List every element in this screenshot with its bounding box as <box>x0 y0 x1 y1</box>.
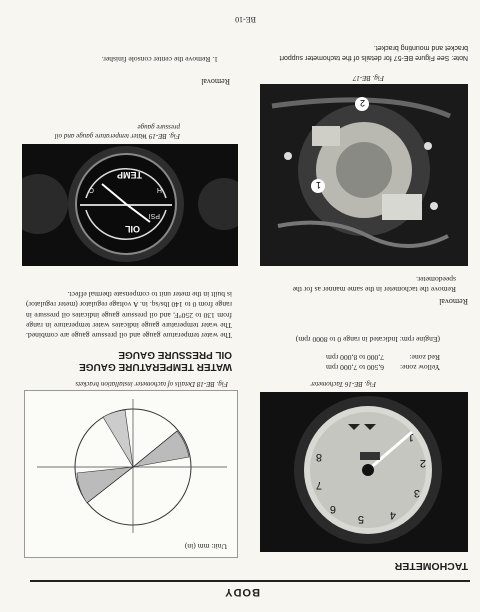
installation-diagram <box>24 390 238 558</box>
svg-text:3: 3 <box>413 487 420 499</box>
gauge-label-psi: PSI <box>148 212 160 219</box>
fig-be19-photo <box>22 144 238 266</box>
fig-be18-caption: Fig. BE-18 Details of tachometer installation brackets <box>75 380 228 388</box>
header-rule <box>30 580 470 582</box>
svg-text:7: 7 <box>315 479 322 491</box>
bracket-note: Note: See Figure BE-57 for details of the tachometer support bracket and mounting bracket. <box>279 43 468 61</box>
gauge-label-c: C <box>88 186 94 193</box>
fig-be17-caption: Fig. BE-17 <box>352 74 384 82</box>
page-number: BE-10 <box>235 15 256 24</box>
water-temp-heading: WATER TEMPERATURE GAUGE OIL PRESSURE GAUGE <box>79 349 232 372</box>
fig-be16-caption: Fig. BE-16 Tachometer <box>310 380 376 388</box>
svg-text:6: 6 <box>329 503 336 515</box>
removal-text-left: Remove the tachometer in the same manner as for the speedometer. <box>292 274 456 294</box>
unit-label: Unit: mm (in) <box>184 542 227 551</box>
zone-red: Red zone:7,000 to 8,000 rpm <box>325 352 440 362</box>
svg-text:4: 4 <box>389 509 396 521</box>
fig-be17-photo <box>260 84 468 266</box>
tachometer-photo <box>260 392 468 552</box>
zone-yellow: Yellow zone:6,500 to 7,000 rpm <box>325 363 440 372</box>
zone-list <box>260 352 440 372</box>
section-title: BODY <box>224 586 260 598</box>
svg-text:2: 2 <box>419 457 426 469</box>
fig-be19-caption: Fig. BE-19 Water temperature gauge and oil pressure gauge <box>54 123 180 140</box>
removal-heading-right: Removal <box>201 77 230 86</box>
removal-heading-left: Removal <box>439 297 468 306</box>
water-temp-body: The water temperature gauge and oil pressure gauge are combined. The water temperature gauge indicates water temperature in range from 130 to 250°F, and oil pressure gauge indicates oil pressure in range from 0 to 140 lbs/sq. in. A voltage regulator (meter regulator) is built in the meter unit to compensate thermal effect. <box>26 290 232 340</box>
svg-text:1: 1 <box>407 431 414 443</box>
engine-rpm-note: (Engine rpm: Indicated in range 0 to 8000 rpm) <box>295 335 440 344</box>
svg-text:1: 1 <box>315 180 321 190</box>
svg-text:8: 8 <box>315 451 322 463</box>
svg-text:5: 5 <box>357 513 364 525</box>
gauge-label-h: H <box>156 186 162 193</box>
gauge-label-oil: OIL <box>125 224 140 234</box>
removal-step-1: 1. Remove the center console finisher. <box>101 55 218 64</box>
gauge-label-temp: TEMP <box>116 170 142 180</box>
svg-text:2: 2 <box>359 98 365 108</box>
tachometer-heading: TACHOMETER <box>394 560 468 572</box>
